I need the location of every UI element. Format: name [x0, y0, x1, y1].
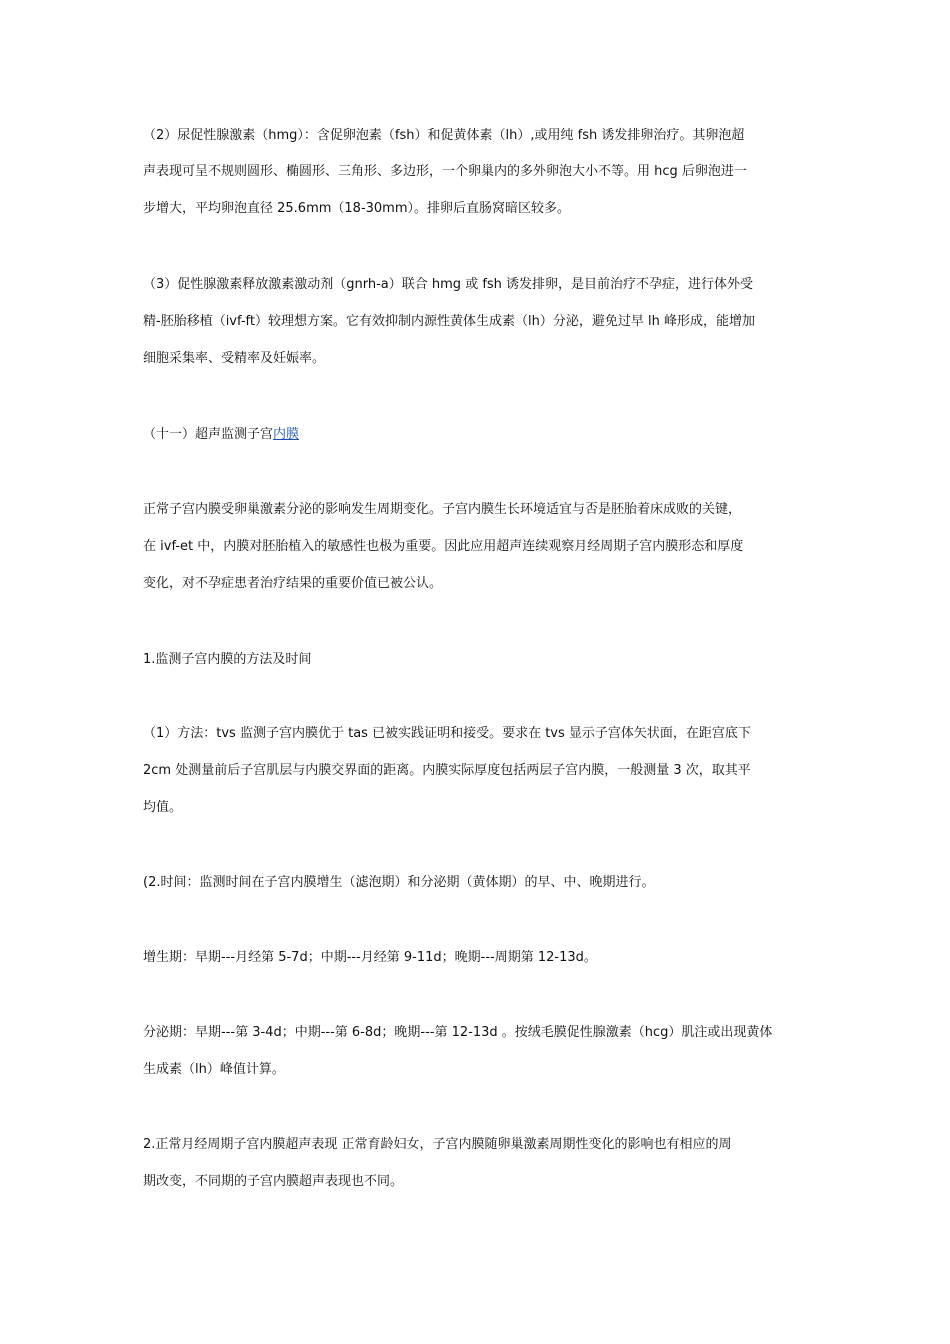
paragraph-endometrium-line-3: 变化，对不孕症患者治疗结果的重要价值已被公认。 [143, 576, 443, 591]
paragraph-endometrium-line-2: 在 ivf-et 中，内膜对胚胎植入的敏感性也极为重要。因此应用超声连续观察月经周期子宫内膜形态和厚度 [143, 539, 744, 554]
paragraph-secretory-line-1: 分泌期：早期---第 3-4d；中期---第 6-8d；晚期---第 12-13d 。按绒毛膜促性腺激素（hcg）肌注或出现黄体 [143, 1025, 773, 1040]
endometrium-link[interactable]: 内膜 [273, 427, 300, 442]
paragraph-proliferative-phase: 增生期：早期---月经第 5-7d；中期---月经第 9-11d；晚期---周期第 12-13d。 [143, 950, 597, 965]
paragraph-hmg-line-2: 声表现可呈不规则圆形、椭圆形、三角形、多边形，一个卵巢内的多外卵泡大小不等。用 hcg 后卵泡进一 [143, 164, 747, 179]
paragraph-time: (2.时间：监测时间在子宫内膜增生（滤泡期）和分泌期（黄体期）的早、中、晚期进行。 [143, 875, 655, 890]
paragraph-gnrh-line-3: 细胞采集率、受精率及妊娠率。 [143, 351, 326, 366]
section-heading-11 [143, 426, 299, 444]
paragraph-method-line-1: （1）方法：tvs 监测子宫内膜优于 tas 已被实践证明和接受。要求在 tvs 显示子宫体矢状面，在距宫底下 [143, 726, 751, 741]
section-heading-11-text: （十一）超声监测子宫 [143, 427, 274, 442]
paragraph-gnrh-line-1: （3）促性腺激素释放激素激动剂（gnrh-a）联合 hmg 或 fsh 诱发排卵，是目前治疗不孕症，进行体外受 [143, 277, 754, 292]
paragraph-hmg-line-3: 步增大，平均卵泡直径 25.6mm（18-30mm）。排卵后直肠窝暗区较多。 [143, 201, 571, 216]
paragraph-hmg-line-1: （2）尿促性腺激素（hmg）：含促卵泡素（fsh）和促黄体素（lh）,或用纯 fsh 诱发排卵治疗。其卵泡超 [143, 128, 745, 143]
paragraph-endometrium-line-1: 正常子宫内膜受卵巢激素分泌的影响发生周期变化。子宫内膜生长环境适宜与否是胚胎着床成败的关键， [143, 502, 742, 517]
paragraph-normal-cycle-line-2: 期改变，不同期的子宫内膜超声表现也不同。 [143, 1174, 404, 1189]
paragraph-normal-cycle-line-1: 2.正常月经周期子宫内膜超声表现 正常育龄妇女，子宫内膜随卵巢激素周期性变化的影响也有相应的周 [143, 1137, 732, 1152]
paragraph-secretory-line-2: 生成素（lh）峰值计算。 [143, 1062, 285, 1077]
paragraph-method-line-2: 2cm 处测量前后子宫肌层与内膜交界面的距离。内膜实际厚度包括两层子宫内膜，一般测量 3 次，取其平 [143, 763, 751, 778]
subheading-method-time: 1.监测子宫内膜的方法及时间 [143, 652, 312, 667]
paragraph-method-line-3: 均值。 [143, 800, 183, 815]
paragraph-gnrh-line-2: 精-胚胎移植（ivf-ft）较理想方案。它有效抑制内源性黄体生成素（lh）分泌，避免过早 lh 峰形成，能增加 [143, 314, 755, 329]
